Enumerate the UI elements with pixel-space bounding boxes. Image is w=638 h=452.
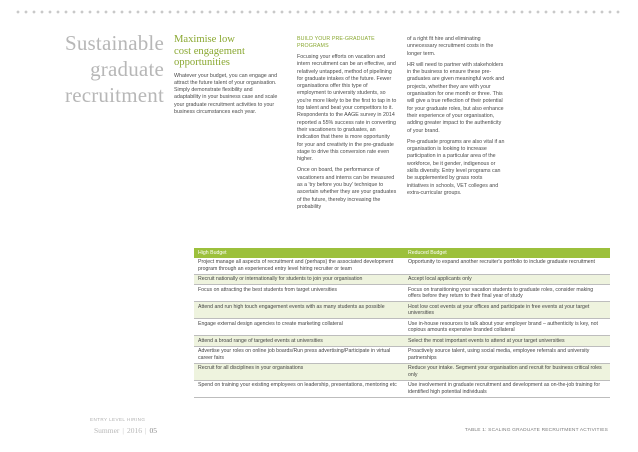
table-row — [194, 364, 610, 381]
cell-reduced-budget: Use involvement in graduate recruitment and development as on-the-job training for identified high potential individuals — [408, 381, 601, 395]
table-header — [194, 248, 610, 258]
section-label: ENTRY LEVEL HIRING — [90, 417, 146, 422]
page-title-line: graduate — [90, 57, 164, 81]
sub-heading-line: PROGRAMS — [297, 43, 329, 49]
footer-season: Summer — [94, 426, 120, 435]
cell-high-budget: Project manage all aspects of recruitment and (perhaps) the associated development program through an experienced entry level hiring recruiter or team — [198, 259, 394, 272]
section-heading-line: opportunities — [174, 57, 230, 68]
footer-separator: | — [144, 426, 147, 435]
page-title-line: Sustainable — [64, 31, 164, 55]
budget-table — [194, 248, 610, 398]
cell-reduced-budget: Proactively source talent, using social media, employee referrals and university partnerships — [408, 348, 590, 361]
cell-reduced-budget: Use in-house resources to talk about your employer brand – authenticity is key, not copious amounts expensive branded collateral — [408, 320, 598, 334]
dotted-divider — [14, 10, 624, 14]
body-paragraph: HR will need to partner with stakeholders in the business to ensure these pre-graduates are given meaningful work and projects, whether they are with your organisation for one month or three. This will give a true reflection of their potential for your graduate roles, but also enhance their experience of your organisation, adding greater impact to the authenticity of your brand. — [407, 61, 505, 134]
footer — [94, 426, 157, 435]
section-heading-line: Maximise low — [174, 34, 235, 45]
table-row — [194, 347, 610, 364]
table-row — [194, 275, 610, 285]
table-row — [194, 285, 610, 302]
table-row — [194, 302, 610, 319]
section-heading-line: cost engagement — [174, 45, 245, 57]
cell-high-budget: Attend and run high touch engagement events with as many students as possible — [198, 303, 385, 310]
cell-high-budget: Recruit for all disciplines in your organisations — [198, 364, 304, 371]
table-caption: TABLE 1: SCALING GRADUATE RECRUITMENT ACTIVITIES — [464, 428, 608, 433]
cell-high-budget: Advertise your roles on online job boards/Run press advertising/Participate in virtual career fairs — [198, 348, 391, 361]
cell-reduced-budget: Accept local applicants only — [408, 276, 472, 283]
body-paragraph: Focusing your efforts on vacation and intern recruitment can be an effective, and relatively untapped, method of pipelining for graduate intakes of the future. Fewer organisations offer this type of employment to university students, so you're more likely to be the first to tap in to top talent and beat your competitors to it. Respondents to the AAGE survey in 2014 reported a 55% success rate in converting their vacationers to graduates, an indication that there is more opportunity for your and creativity in the pre-graduate stage to drive this conversion rate even higher. — [297, 54, 397, 163]
footer-separator: | — [122, 426, 124, 435]
cell-high-budget: Engage external design agencies to create marketing collateral — [198, 320, 343, 327]
table-row — [194, 319, 610, 336]
table-body — [194, 258, 610, 398]
cell-reduced-budget: Reduce your intake. Segment your organisation and recruit for business critical roles only — [408, 364, 602, 378]
body-paragraph: of a right fit hire and eliminating unnecessary recruitment costs in the longer term. — [407, 36, 494, 57]
table-row — [194, 336, 610, 346]
cell-reduced-budget: Host low cost events at your offices and participate in free events at your target universities — [408, 303, 590, 317]
table-row — [194, 258, 610, 275]
sub-heading — [297, 36, 397, 50]
column-continued — [407, 36, 505, 201]
cell-reduced-budget: Opportunity to expand another recruiter's portfolio to include graduate recruitment — [408, 259, 595, 266]
column-intro — [174, 34, 278, 120]
intro-paragraph: Whatever your budget, you can engage and attract the future talent of your organisation. Simply demonstrate flexibility and adaptability in your business case and scale your graduate recruitment activities to your business circumstances each year. — [174, 72, 278, 115]
header-high-budget: High Budget — [198, 249, 227, 256]
cell-high-budget: Focus on attracting the best students from target universities — [198, 286, 337, 293]
page-number: 05 — [149, 426, 157, 435]
footer-year: 2016 — [126, 426, 142, 435]
column-pregraduate — [297, 36, 397, 215]
page-title — [14, 30, 164, 108]
cell-reduced-budget: Focus on transitioning your vacation students to graduate roles, consider making offers before they return to their final year of study — [408, 286, 594, 300]
cell-high-budget: Recruit nationally or internationally for students to join your organisation — [198, 276, 363, 283]
table-row — [194, 381, 610, 398]
page-title-line: recruitment — [65, 83, 164, 107]
cell-high-budget: Spend on training your existing employees on leadership, presentations, mentoring etc — [198, 381, 397, 388]
header-reduced-budget: Reduced Budget — [408, 249, 447, 256]
body-paragraph: Pre-graduate programs are also vital if an organisation is looking to increase participation in a particular area of the workforce, be it gender, indigenous or skills diversity. Entry level programs can be supplemented by grass roots initiatives in schools, VET colleges and extra-curricular groups. — [407, 138, 505, 196]
section-heading — [174, 34, 278, 69]
cell-high-budget: Attend a broad range of targeted events at universities — [198, 337, 323, 344]
body-paragraph: Once on board, the performance of vacationers and interns can be measured as a 'try before you buy' technique to ascertain whether they are your graduates of the future, thereby increasing the probability — [297, 167, 397, 210]
sub-heading-line: BUILD YOUR PRE-GRADUATE — [297, 36, 375, 42]
cell-reduced-budget: Select the most important events to attend at your target universities — [408, 337, 565, 344]
